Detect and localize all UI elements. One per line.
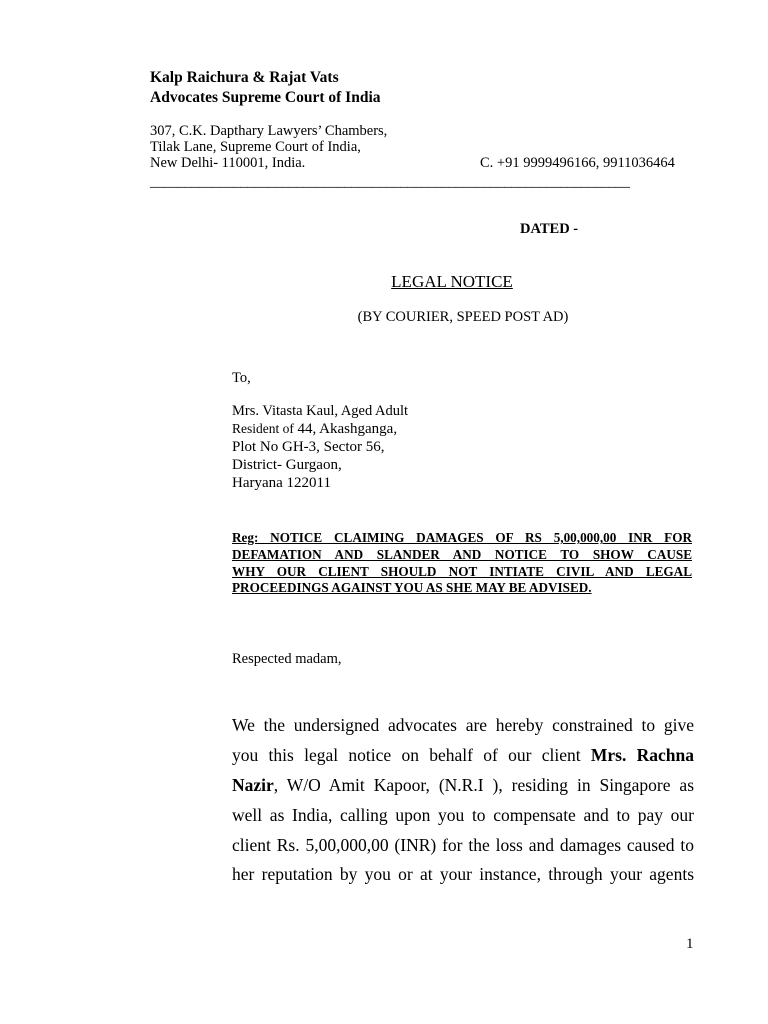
body-line-1: We the undersigned advocates are hereby constrained to give xyxy=(232,715,694,735)
body-line-3-text: , W/O Amit Kapoor, (N.R.I ), residing in Singapore as xyxy=(273,775,694,795)
recipient-address-line-2: Plot No GH-3, Sector 56, xyxy=(232,439,385,455)
to-label: To, xyxy=(232,370,251,386)
firm-names: Kalp Raichura & Rajat Vats xyxy=(150,69,339,86)
subject-line-4: PROCEEDINGS AGAINST YOU AS SHE MAY BE ADVISED. xyxy=(232,580,592,595)
delivery-mode: (BY COURIER, SPEED POST AD) xyxy=(357,309,569,325)
subject-line-3: WHY OUR CLIENT SHOULD NOT INTIATE CIVIL AND LEGAL xyxy=(232,564,692,579)
document-title xyxy=(0,272,768,292)
recipient-address-line-3: District- Gurgaon, xyxy=(232,457,342,473)
client-name-part-1: Mrs. Rachna xyxy=(590,745,695,765)
recipient-address xyxy=(232,402,408,492)
body-line-2-text: you this legal notice on behalf of our client xyxy=(232,745,581,765)
body-line-3 xyxy=(232,773,694,797)
subject-line-1: Reg: NOTICE CLAIMING DAMAGES OF RS 5,00,000,00 INR FOR xyxy=(232,530,692,545)
body-line-5: client Rs. 5,00,000,00 (INR) for the loss and damages caused to xyxy=(232,835,694,855)
dated-label: DATED - xyxy=(520,221,579,237)
body-line-6: her reputation by you or at your instance, through your agents xyxy=(232,864,694,884)
recipient-address-1: 44, Akashganga, xyxy=(297,421,398,437)
resident-of-label: Resident of xyxy=(232,421,294,436)
recipient-address-line-4: Haryana 122011 xyxy=(232,475,331,491)
address-line-2: Tilak Lane, Supreme Court of India, xyxy=(150,139,361,155)
address-line-3: New Delhi- 110001, India. xyxy=(150,155,306,171)
client-name-part-2: Nazir xyxy=(232,775,274,795)
page-number: 1 xyxy=(686,936,694,952)
letterhead-divider: _____________________________________________________________________ xyxy=(150,174,630,190)
firm-designation: Advocates Supreme Court of India xyxy=(150,89,381,106)
subject-reference xyxy=(232,529,692,580)
body-line-2 xyxy=(232,743,694,767)
subject-line-2: DEFAMATION AND SLANDER AND NOTICE TO SHOW CAUSE xyxy=(232,547,692,562)
recipient-name: Mrs. Vitasta Kaul, Aged Adult xyxy=(232,403,409,419)
address-line-1: 307, C.K. Dapthary Lawyers’ Chambers, xyxy=(150,123,388,139)
document-title-text: LEGAL NOTICE xyxy=(391,272,513,291)
body-line-4: well as India, calling upon you to compensate and to pay our xyxy=(232,805,694,825)
salutation: Respected madam, xyxy=(232,651,342,667)
recipient-address-line-1 xyxy=(232,420,408,438)
phone-numbers: C. +91 9999496166, 9911036464 xyxy=(480,155,675,171)
